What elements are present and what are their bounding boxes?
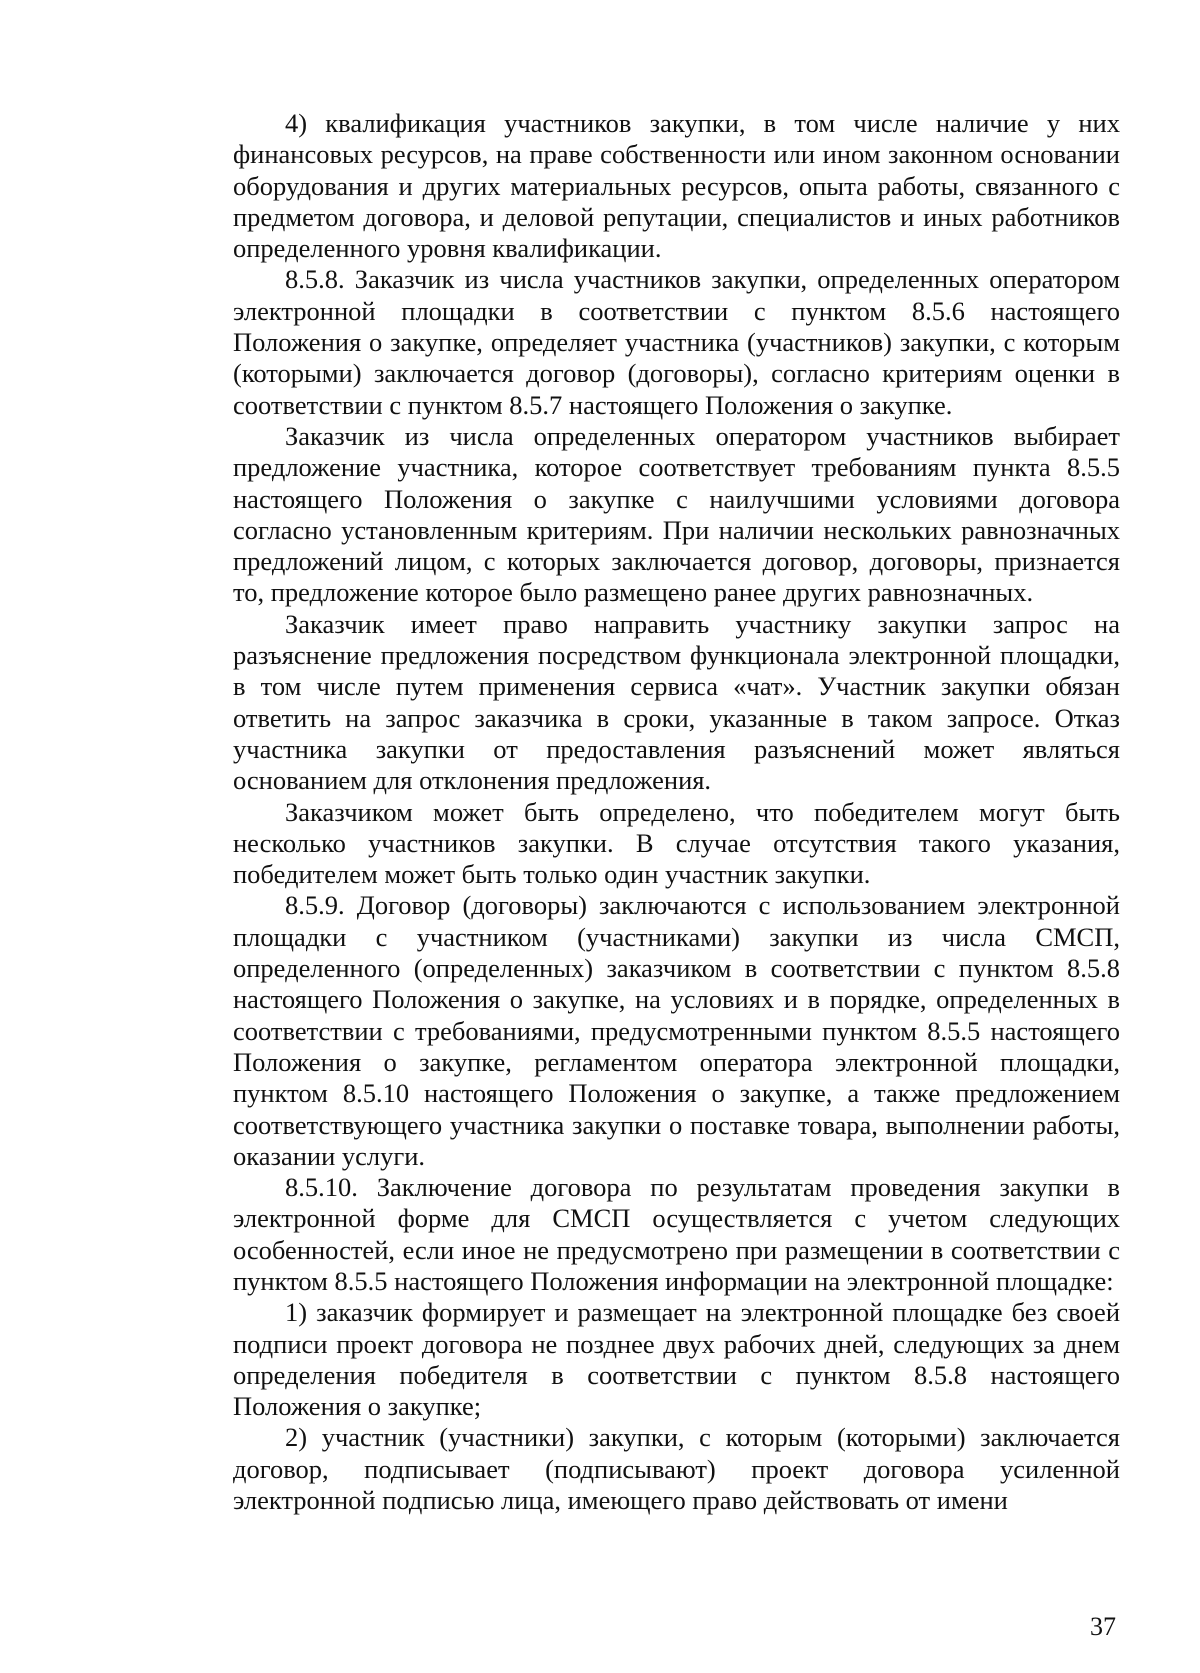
document-body <box>233 108 1120 1516</box>
paragraph-qualification: 4) квалификация участников закупки, в том числе наличие у них финансовых ресурсов, на праве собственности или ином законном основании оборудования и других материальных ресурсов, опыта работы, связанного с предметом договора, и деловой репутации, специалистов и иных работников определенного уровня квалификации. <box>233 108 1120 264</box>
list-item-2: 2) участник (участники) закупки, с которым (которыми) заключается договор, подписывает (подписывают) проект договора усиленной электронной подписью лица, имеющего право действовать от имени <box>233 1422 1120 1516</box>
list-item-1: 1) заказчик формирует и размещает на электронной площадке без своей подписи проект договора не позднее двух рабочих дней, следующих за днем определения победителя в соответствии с пунктом 8.5.8 настоящего Положения о закупке; <box>233 1297 1120 1422</box>
paragraph-choice-of-offer: Заказчик из числа определенных оператором участников выбирает предложение участника, которое соответствует требованиям пункта 8.5.5 настоящего Положения о закупке с наилучшими условиями договора согласно установленным критериям. При наличии нескольких равнозначных предложений лицом, с которых заключается договор, договоры, признается то, предложение которое было размещено ранее других равнозначных. <box>233 420 1120 608</box>
paragraph-multiple-winners: Заказчиком может быть определено, что победителем могут быть несколько участников закупки. В случае отсутствия такого указания, победителем может быть только один участник закупки. <box>233 796 1120 890</box>
paragraph-8-5-9: 8.5.9. Договор (договоры) заключаются с использованием электронной площадки с участником (участниками) закупки из числа СМСП, определенного (определенных) заказчиком в соответствии с пунктом 8.5.8 настоящего Положения о закупке, на условиях и в порядке, определенных в соответствии с требованиями, предусмотренными пунктом 8.5.5 настоящего Положения о закупке, регламентом оператора электронной площадки, пунктом 8.5.10 настоящего Положения о закупке, а также предложением соответствующего участника закупки о поставке товара, выполнении работы, оказании услуги. <box>233 890 1120 1171</box>
paragraph-8-5-8: 8.5.8. Заказчик из числа участников закупки, определенных оператором электронной площадки в соответствии с пунктом 8.5.6 настоящего Положения о закупке, определяет участника (участников) закупки, с которым (которыми) заключается договор (договоры), согласно критериям оценки в соответствии с пунктом 8.5.7 настоящего Положения о закупке. <box>233 264 1120 420</box>
paragraph-clarification-request: Заказчик имеет право направить участнику закупки запрос на разъяснение предложения посредством функционала электронной площадки, в том числе путем применения сервиса «чат». Участник закупки обязан ответить на запрос заказчика в сроки, указанные в таком запросе. Отказ участника закупки от предоставления разъяснений может являться основанием для отклонения предложения. <box>233 608 1120 796</box>
page-number: 37 <box>1090 1612 1116 1641</box>
paragraph-8-5-10: 8.5.10. Заключение договора по результатам проведения закупки в электронной форме для СМСП осуществляется с учетом следующих особенностей, если иное не предусмотрено при размещении в соответствии с пунктом 8.5.5 настоящего Положения информации на электронной площадке: <box>233 1172 1120 1296</box>
